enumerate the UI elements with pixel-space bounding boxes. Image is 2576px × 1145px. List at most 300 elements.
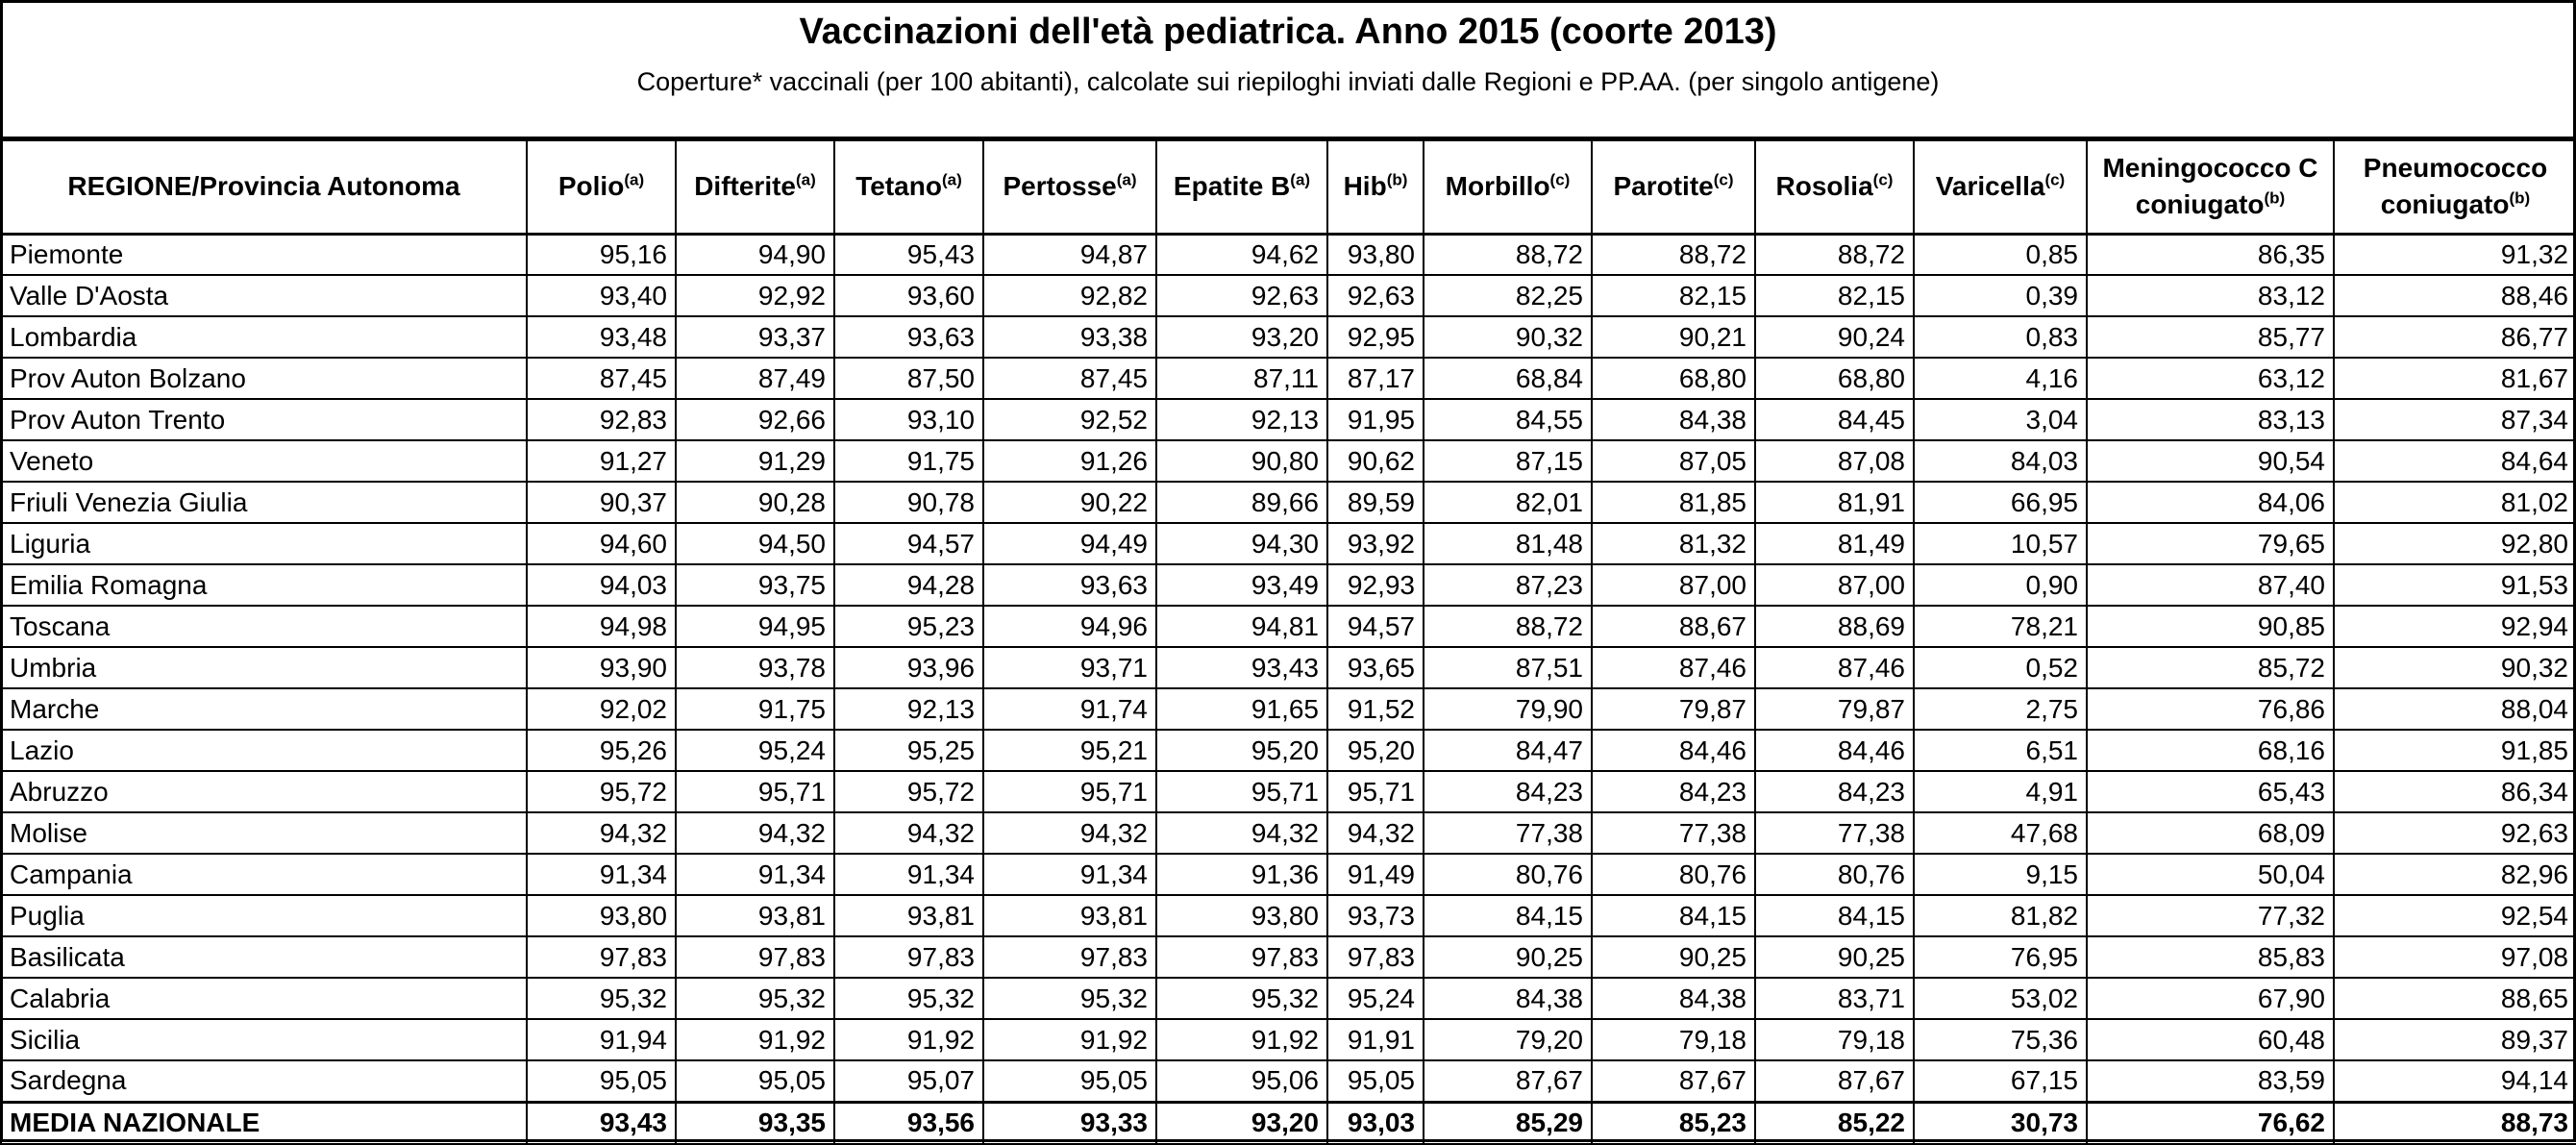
title-block [0, 0, 2576, 139]
cell-epatite-b: 94,62 [1156, 234, 1327, 275]
cell-region: Valle D'Aosta [1, 275, 527, 316]
cell-parotite: 85,23 [1592, 1102, 1755, 1144]
cell-tetano: 95,23 [834, 606, 983, 647]
cell-varicella: 84,03 [1914, 440, 2087, 482]
cell-varicella: 81,82 [1914, 895, 2087, 936]
cell-hib: 91,91 [1327, 1019, 1424, 1060]
cell-meningococco-c: 83,12 [2087, 275, 2334, 316]
cell-pertosse: 94,32 [983, 812, 1156, 854]
cell-hib: 97,83 [1327, 936, 1424, 978]
cell-tetano: 93,10 [834, 399, 983, 440]
cell-parotite: 90,25 [1592, 936, 1755, 978]
column-header-rosolia: Rosolia$^{(c)}$ [1755, 140, 1914, 234]
cell-tetano: 90,78 [834, 482, 983, 523]
cell-varicella: 30,73 [1914, 1102, 2087, 1144]
cell-rosolia: 83,71 [1755, 978, 1914, 1019]
cell-pneumococco: 92,94 [2334, 606, 2576, 647]
table-body [1, 234, 2576, 1144]
cell-morbillo: 88,72 [1424, 234, 1592, 275]
cell-tetano: 93,96 [834, 647, 983, 688]
cell-epatite-b: 91,36 [1156, 854, 1327, 895]
cell-region: Campania [1, 854, 527, 895]
cell-polio: 94,32 [527, 812, 676, 854]
cell-morbillo: 82,01 [1424, 482, 1592, 523]
cell-epatite-b: 90,80 [1156, 440, 1327, 482]
cell-polio: 95,32 [527, 978, 676, 1019]
cell-rosolia: 88,69 [1755, 606, 1914, 647]
cell-pneumococco: 86,34 [2334, 771, 2576, 812]
cell-parotite: 82,15 [1592, 275, 1755, 316]
cell-polio: 92,02 [527, 688, 676, 730]
table-row [1, 523, 2576, 564]
cell-polio: 95,05 [527, 1060, 676, 1102]
cell-epatite-b: 97,83 [1156, 936, 1327, 978]
table-row [1, 1060, 2576, 1102]
cell-pneumococco: 91,53 [2334, 564, 2576, 606]
cell-polio: 94,03 [527, 564, 676, 606]
cell-parotite: 80,76 [1592, 854, 1755, 895]
cell-tetano: 95,32 [834, 978, 983, 1019]
cell-meningococco-c: 65,43 [2087, 771, 2334, 812]
cell-parotite: 77,38 [1592, 812, 1755, 854]
cell-region: Prov Auton Bolzano [1, 358, 527, 399]
cell-region: Basilicata [1, 936, 527, 978]
cell-polio: 97,83 [527, 936, 676, 978]
cell-meningococco-c: 79,65 [2087, 523, 2334, 564]
cell-epatite-b: 95,20 [1156, 730, 1327, 771]
cell-hib: 93,03 [1327, 1102, 1424, 1144]
cell-pneumococco: 81,02 [2334, 482, 2576, 523]
cell-difterite: 95,05 [676, 1060, 834, 1102]
cell-epatite-b: 87,11 [1156, 358, 1327, 399]
cell-parotite: 79,18 [1592, 1019, 1755, 1060]
cell-pertosse: 92,82 [983, 275, 1156, 316]
cell-rosolia: 77,38 [1755, 812, 1914, 854]
cell-morbillo: 79,90 [1424, 688, 1592, 730]
cell-region: Puglia [1, 895, 527, 936]
table-row [1, 978, 2576, 1019]
cell-tetano: 91,92 [834, 1019, 983, 1060]
cell-region: Lazio [1, 730, 527, 771]
column-header-pertosse: Pertosse$^{(a)}$ [983, 140, 1156, 234]
cell-pneumococco: 92,54 [2334, 895, 2576, 936]
cell-region: Emilia Romagna [1, 564, 527, 606]
cell-rosolia: 87,00 [1755, 564, 1914, 606]
cell-pneumococco: 91,32 [2334, 234, 2576, 275]
cell-difterite: 93,75 [676, 564, 834, 606]
cell-pneumococco: 91,85 [2334, 730, 2576, 771]
cell-meningococco-c: 83,13 [2087, 399, 2334, 440]
cell-epatite-b: 92,13 [1156, 399, 1327, 440]
cell-pertosse: 92,52 [983, 399, 1156, 440]
cell-meningococco-c: 90,54 [2087, 440, 2334, 482]
cell-polio: 93,48 [527, 316, 676, 358]
cell-region: Lombardia [1, 316, 527, 358]
cell-tetano: 95,43 [834, 234, 983, 275]
cell-hib: 94,32 [1327, 812, 1424, 854]
cell-pneumococco: 92,63 [2334, 812, 2576, 854]
table-row [1, 730, 2576, 771]
cell-meningococco-c: 68,16 [2087, 730, 2334, 771]
table-row [1, 358, 2576, 399]
cell-polio: 94,98 [527, 606, 676, 647]
cell-epatite-b: 94,81 [1156, 606, 1327, 647]
cell-region: Abruzzo [1, 771, 527, 812]
cell-pertosse: 91,92 [983, 1019, 1156, 1060]
cell-pertosse: 94,96 [983, 606, 1156, 647]
cell-rosolia: 79,87 [1755, 688, 1914, 730]
cell-tetano: 91,34 [834, 854, 983, 895]
cell-parotite: 84,46 [1592, 730, 1755, 771]
cell-meningococco-c: 85,83 [2087, 936, 2334, 978]
cell-pneumococco: 89,37 [2334, 1019, 2576, 1060]
cell-parotite: 81,32 [1592, 523, 1755, 564]
cell-polio: 91,27 [527, 440, 676, 482]
cell-pertosse: 95,21 [983, 730, 1156, 771]
cell-rosolia: 84,46 [1755, 730, 1914, 771]
table-row [1, 482, 2576, 523]
cell-morbillo: 90,32 [1424, 316, 1592, 358]
cell-parotite: 81,85 [1592, 482, 1755, 523]
cell-difterite: 97,83 [676, 936, 834, 978]
cell-rosolia: 84,23 [1755, 771, 1914, 812]
cell-pertosse: 95,71 [983, 771, 1156, 812]
cell-morbillo: 87,51 [1424, 647, 1592, 688]
cell-pneumococco: 87,34 [2334, 399, 2576, 440]
cell-varicella: 0,83 [1914, 316, 2087, 358]
cell-hib: 92,95 [1327, 316, 1424, 358]
cell-pneumococco: 90,32 [2334, 647, 2576, 688]
cell-epatite-b: 95,71 [1156, 771, 1327, 812]
column-header-parotite: Parotite$^{(c)}$ [1592, 140, 1755, 234]
table-row [1, 234, 2576, 275]
table-row [1, 1019, 2576, 1060]
column-header-morbillo: Morbillo$^{(c)}$ [1424, 140, 1592, 234]
column-header-pneumococco: Pneumococco coniugato$^{(b)}$ [2334, 140, 2576, 234]
cell-rosolia: 87,67 [1755, 1060, 1914, 1102]
cell-hib: 91,52 [1327, 688, 1424, 730]
cell-parotite: 84,38 [1592, 978, 1755, 1019]
cell-tetano: 95,72 [834, 771, 983, 812]
cell-hib: 95,05 [1327, 1060, 1424, 1102]
cell-rosolia: 79,18 [1755, 1019, 1914, 1060]
cell-polio: 94,60 [527, 523, 676, 564]
cell-pneumococco: 94,14 [2334, 1060, 2576, 1102]
cell-pneumococco: 92,80 [2334, 523, 2576, 564]
cell-region: Molise [1, 812, 527, 854]
cell-pertosse: 94,49 [983, 523, 1156, 564]
cell-difterite: 87,49 [676, 358, 834, 399]
cell-region: Calabria [1, 978, 527, 1019]
column-header-tetano: Tetano$^{(a)}$ [834, 140, 983, 234]
cell-difterite: 92,92 [676, 275, 834, 316]
cell-hib: 93,65 [1327, 647, 1424, 688]
cell-morbillo: 88,72 [1424, 606, 1592, 647]
cell-meningococco-c: 50,04 [2087, 854, 2334, 895]
cell-difterite: 94,90 [676, 234, 834, 275]
cell-parotite: 88,72 [1592, 234, 1755, 275]
cell-varicella: 67,15 [1914, 1060, 2087, 1102]
table-row [1, 564, 2576, 606]
cell-rosolia: 88,72 [1755, 234, 1914, 275]
table-row [1, 316, 2576, 358]
cell-rosolia: 90,24 [1755, 316, 1914, 358]
table-row [1, 936, 2576, 978]
cell-hib: 89,59 [1327, 482, 1424, 523]
table-row [1, 771, 2576, 812]
cell-hib: 95,20 [1327, 730, 1424, 771]
cell-pertosse: 87,45 [983, 358, 1156, 399]
cell-difterite: 91,29 [676, 440, 834, 482]
cell-pneumococco: 88,46 [2334, 275, 2576, 316]
cell-morbillo: 77,38 [1424, 812, 1592, 854]
cell-region: Toscana [1, 606, 527, 647]
cell-morbillo: 84,38 [1424, 978, 1592, 1019]
cell-difterite: 95,24 [676, 730, 834, 771]
cell-pertosse: 91,34 [983, 854, 1156, 895]
cell-varicella: 6,51 [1914, 730, 2087, 771]
cell-hib: 93,73 [1327, 895, 1424, 936]
cell-meningococco-c: 76,86 [2087, 688, 2334, 730]
column-header-epatite-b: Epatite $B^{(a)}$ [1156, 140, 1327, 234]
cell-epatite-b: 93,49 [1156, 564, 1327, 606]
table-row [1, 895, 2576, 936]
cell-hib: 95,71 [1327, 771, 1424, 812]
cell-difterite: 93,81 [676, 895, 834, 936]
cell-epatite-b: 93,80 [1156, 895, 1327, 936]
cell-difterite: 95,32 [676, 978, 834, 1019]
cell-varicella: 4,16 [1914, 358, 2087, 399]
cell-difterite: 94,50 [676, 523, 834, 564]
cell-difterite: 93,78 [676, 647, 834, 688]
cell-pertosse: 91,74 [983, 688, 1156, 730]
cell-difterite: 91,92 [676, 1019, 834, 1060]
cell-rosolia: 87,08 [1755, 440, 1914, 482]
column-header-meningococco-c: Meningococco C coniugato$^{(b)}$ [2087, 140, 2334, 234]
cell-difterite: 94,32 [676, 812, 834, 854]
cell-region: Friuli Venezia Giulia [1, 482, 527, 523]
cell-rosolia: 81,49 [1755, 523, 1914, 564]
cell-varicella: 0,52 [1914, 647, 2087, 688]
cell-polio: 91,94 [527, 1019, 676, 1060]
cell-hib: 90,62 [1327, 440, 1424, 482]
cell-meningococco-c: 86,35 [2087, 234, 2334, 275]
cell-morbillo: 82,25 [1424, 275, 1592, 316]
cell-meningococco-c: 85,77 [2087, 316, 2334, 358]
cell-pertosse: 97,83 [983, 936, 1156, 978]
cell-difterite: 91,34 [676, 854, 834, 895]
cell-morbillo: 84,23 [1424, 771, 1592, 812]
cell-region: Prov Auton Trento [1, 399, 527, 440]
cell-pertosse: 93,71 [983, 647, 1156, 688]
cell-tetano: 93,60 [834, 275, 983, 316]
cell-tetano: 94,57 [834, 523, 983, 564]
cell-meningococco-c: 87,40 [2087, 564, 2334, 606]
cell-rosolia: 87,46 [1755, 647, 1914, 688]
cell-hib: 87,17 [1327, 358, 1424, 399]
cell-morbillo: 87,15 [1424, 440, 1592, 482]
cell-parotite: 87,67 [1592, 1060, 1755, 1102]
cell-region: Sicilia [1, 1019, 527, 1060]
cell-region: MEDIA NAZIONALE [1, 1102, 527, 1144]
cell-hib: 93,80 [1327, 234, 1424, 275]
cell-parotite: 84,38 [1592, 399, 1755, 440]
cell-meningococco-c: 60,48 [2087, 1019, 2334, 1060]
cell-varicella: 78,21 [1914, 606, 2087, 647]
cell-polio: 95,72 [527, 771, 676, 812]
cell-morbillo: 84,15 [1424, 895, 1592, 936]
document-title: Vaccinazioni dell'età pediatrica. Anno 2015 (coorte 2013) [799, 12, 1777, 52]
cell-polio: 95,26 [527, 730, 676, 771]
cell-epatite-b: 95,06 [1156, 1060, 1327, 1102]
cell-varicella: 76,95 [1914, 936, 2087, 978]
cell-parotite: 68,80 [1592, 358, 1755, 399]
table-row [1, 688, 2576, 730]
cell-tetano: 92,13 [834, 688, 983, 730]
cell-difterite: 94,95 [676, 606, 834, 647]
table-row [1, 399, 2576, 440]
cell-hib: 94,57 [1327, 606, 1424, 647]
cell-tetano: 94,32 [834, 812, 983, 854]
column-header-difterite: Difterite$^{(a)}$ [676, 140, 834, 234]
cell-region: Piemonte [1, 234, 527, 275]
cell-hib: 95,24 [1327, 978, 1424, 1019]
cell-morbillo: 84,55 [1424, 399, 1592, 440]
document-subtitle: Coperture* vaccinali (per 100 abitanti), calcolate sui riepiloghi inviati dalle Regioni e PP.AA. (per singolo antigene) [636, 67, 1940, 96]
cell-hib: 91,49 [1327, 854, 1424, 895]
cell-pertosse: 94,87 [983, 234, 1156, 275]
cell-parotite: 90,21 [1592, 316, 1755, 358]
cell-tetano: 87,50 [834, 358, 983, 399]
cell-difterite: 91,75 [676, 688, 834, 730]
cell-morbillo: 80,76 [1424, 854, 1592, 895]
cell-meningococco-c: 77,32 [2087, 895, 2334, 936]
cell-morbillo: 85,29 [1424, 1102, 1592, 1144]
cell-pertosse: 93,63 [983, 564, 1156, 606]
cell-morbillo: 87,23 [1424, 564, 1592, 606]
cell-pneumococco: 88,04 [2334, 688, 2576, 730]
cell-pertosse: 93,33 [983, 1102, 1156, 1144]
cell-parotite: 87,05 [1592, 440, 1755, 482]
header-row [1, 140, 2576, 234]
cell-pertosse: 93,81 [983, 895, 1156, 936]
cell-pneumococco: 88,65 [2334, 978, 2576, 1019]
cell-difterite: 95,71 [676, 771, 834, 812]
cell-varicella: 53,02 [1914, 978, 2087, 1019]
cell-tetano: 93,81 [834, 895, 983, 936]
cell-polio: 93,43 [527, 1102, 676, 1144]
cell-epatite-b: 94,32 [1156, 812, 1327, 854]
cell-polio: 95,16 [527, 234, 676, 275]
cell-varicella: 47,68 [1914, 812, 2087, 854]
cell-meningococco-c: 83,59 [2087, 1060, 2334, 1102]
cell-pertosse: 91,26 [983, 440, 1156, 482]
cell-polio: 92,83 [527, 399, 676, 440]
cell-meningococco-c: 90,85 [2087, 606, 2334, 647]
cell-pneumococco: 88,73 [2334, 1102, 2576, 1144]
cell-region: Marche [1, 688, 527, 730]
cell-varicella: 75,36 [1914, 1019, 2087, 1060]
cell-meningococco-c: 85,72 [2087, 647, 2334, 688]
cell-pneumococco: 82,96 [2334, 854, 2576, 895]
cell-region: Liguria [1, 523, 527, 564]
cell-parotite: 84,15 [1592, 895, 1755, 936]
cell-morbillo: 84,47 [1424, 730, 1592, 771]
cell-rosolia: 80,76 [1755, 854, 1914, 895]
cell-epatite-b: 93,43 [1156, 647, 1327, 688]
table-row [1, 275, 2576, 316]
cell-polio: 87,45 [527, 358, 676, 399]
table-row [1, 440, 2576, 482]
cell-region: Sardegna [1, 1060, 527, 1102]
cell-rosolia: 90,25 [1755, 936, 1914, 978]
cell-morbillo: 81,48 [1424, 523, 1592, 564]
cell-morbillo: 68,84 [1424, 358, 1592, 399]
column-header-hib: Hib$^{(b)}$ [1327, 140, 1424, 234]
cell-pneumococco: 81,67 [2334, 358, 2576, 399]
cell-polio: 93,40 [527, 275, 676, 316]
cell-polio: 93,90 [527, 647, 676, 688]
cell-meningococco-c: 84,06 [2087, 482, 2334, 523]
cell-varicella: 4,91 [1914, 771, 2087, 812]
cell-rosolia: 82,15 [1755, 275, 1914, 316]
cell-tetano: 97,83 [834, 936, 983, 978]
cell-varicella: 0,85 [1914, 234, 2087, 275]
cell-parotite: 87,46 [1592, 647, 1755, 688]
cell-epatite-b: 95,32 [1156, 978, 1327, 1019]
cell-hib: 92,93 [1327, 564, 1424, 606]
cell-pneumococco: 84,64 [2334, 440, 2576, 482]
cell-meningococco-c: 67,90 [2087, 978, 2334, 1019]
cell-varicella: 0,39 [1914, 275, 2087, 316]
cell-difterite: 90,28 [676, 482, 834, 523]
cell-pertosse: 95,32 [983, 978, 1156, 1019]
cell-polio: 91,34 [527, 854, 676, 895]
column-header-region: REGIONE/Provincia Autonoma [1, 140, 527, 234]
cell-varicella: 10,57 [1914, 523, 2087, 564]
cell-epatite-b: 91,65 [1156, 688, 1327, 730]
column-header-varicella: Varicella$^{(c)}$ [1914, 140, 2087, 234]
cell-tetano: 95,25 [834, 730, 983, 771]
cell-meningococco-c: 63,12 [2087, 358, 2334, 399]
cell-meningococco-c: 76,62 [2087, 1102, 2334, 1144]
cell-pertosse: 95,05 [983, 1060, 1156, 1102]
cell-parotite: 79,87 [1592, 688, 1755, 730]
cell-tetano: 95,07 [834, 1060, 983, 1102]
cell-morbillo: 90,25 [1424, 936, 1592, 978]
cell-tetano: 94,28 [834, 564, 983, 606]
cell-rosolia: 84,15 [1755, 895, 1914, 936]
cell-pertosse: 93,38 [983, 316, 1156, 358]
total-row [1, 1102, 2576, 1144]
cell-pneumococco: 86,77 [2334, 316, 2576, 358]
table-row [1, 606, 2576, 647]
cell-region: Veneto [1, 440, 527, 482]
table-row [1, 854, 2576, 895]
cell-rosolia: 81,91 [1755, 482, 1914, 523]
cell-tetano: 91,75 [834, 440, 983, 482]
cell-parotite: 87,00 [1592, 564, 1755, 606]
cell-hib: 92,63 [1327, 275, 1424, 316]
cell-varicella: 3,04 [1914, 399, 2087, 440]
cell-meningococco-c: 68,09 [2087, 812, 2334, 854]
cell-polio: 90,37 [527, 482, 676, 523]
cell-difterite: 93,37 [676, 316, 834, 358]
cell-difterite: 93,35 [676, 1102, 834, 1144]
cell-epatite-b: 89,66 [1156, 482, 1327, 523]
cell-tetano: 93,63 [834, 316, 983, 358]
cell-epatite-b: 91,92 [1156, 1019, 1327, 1060]
